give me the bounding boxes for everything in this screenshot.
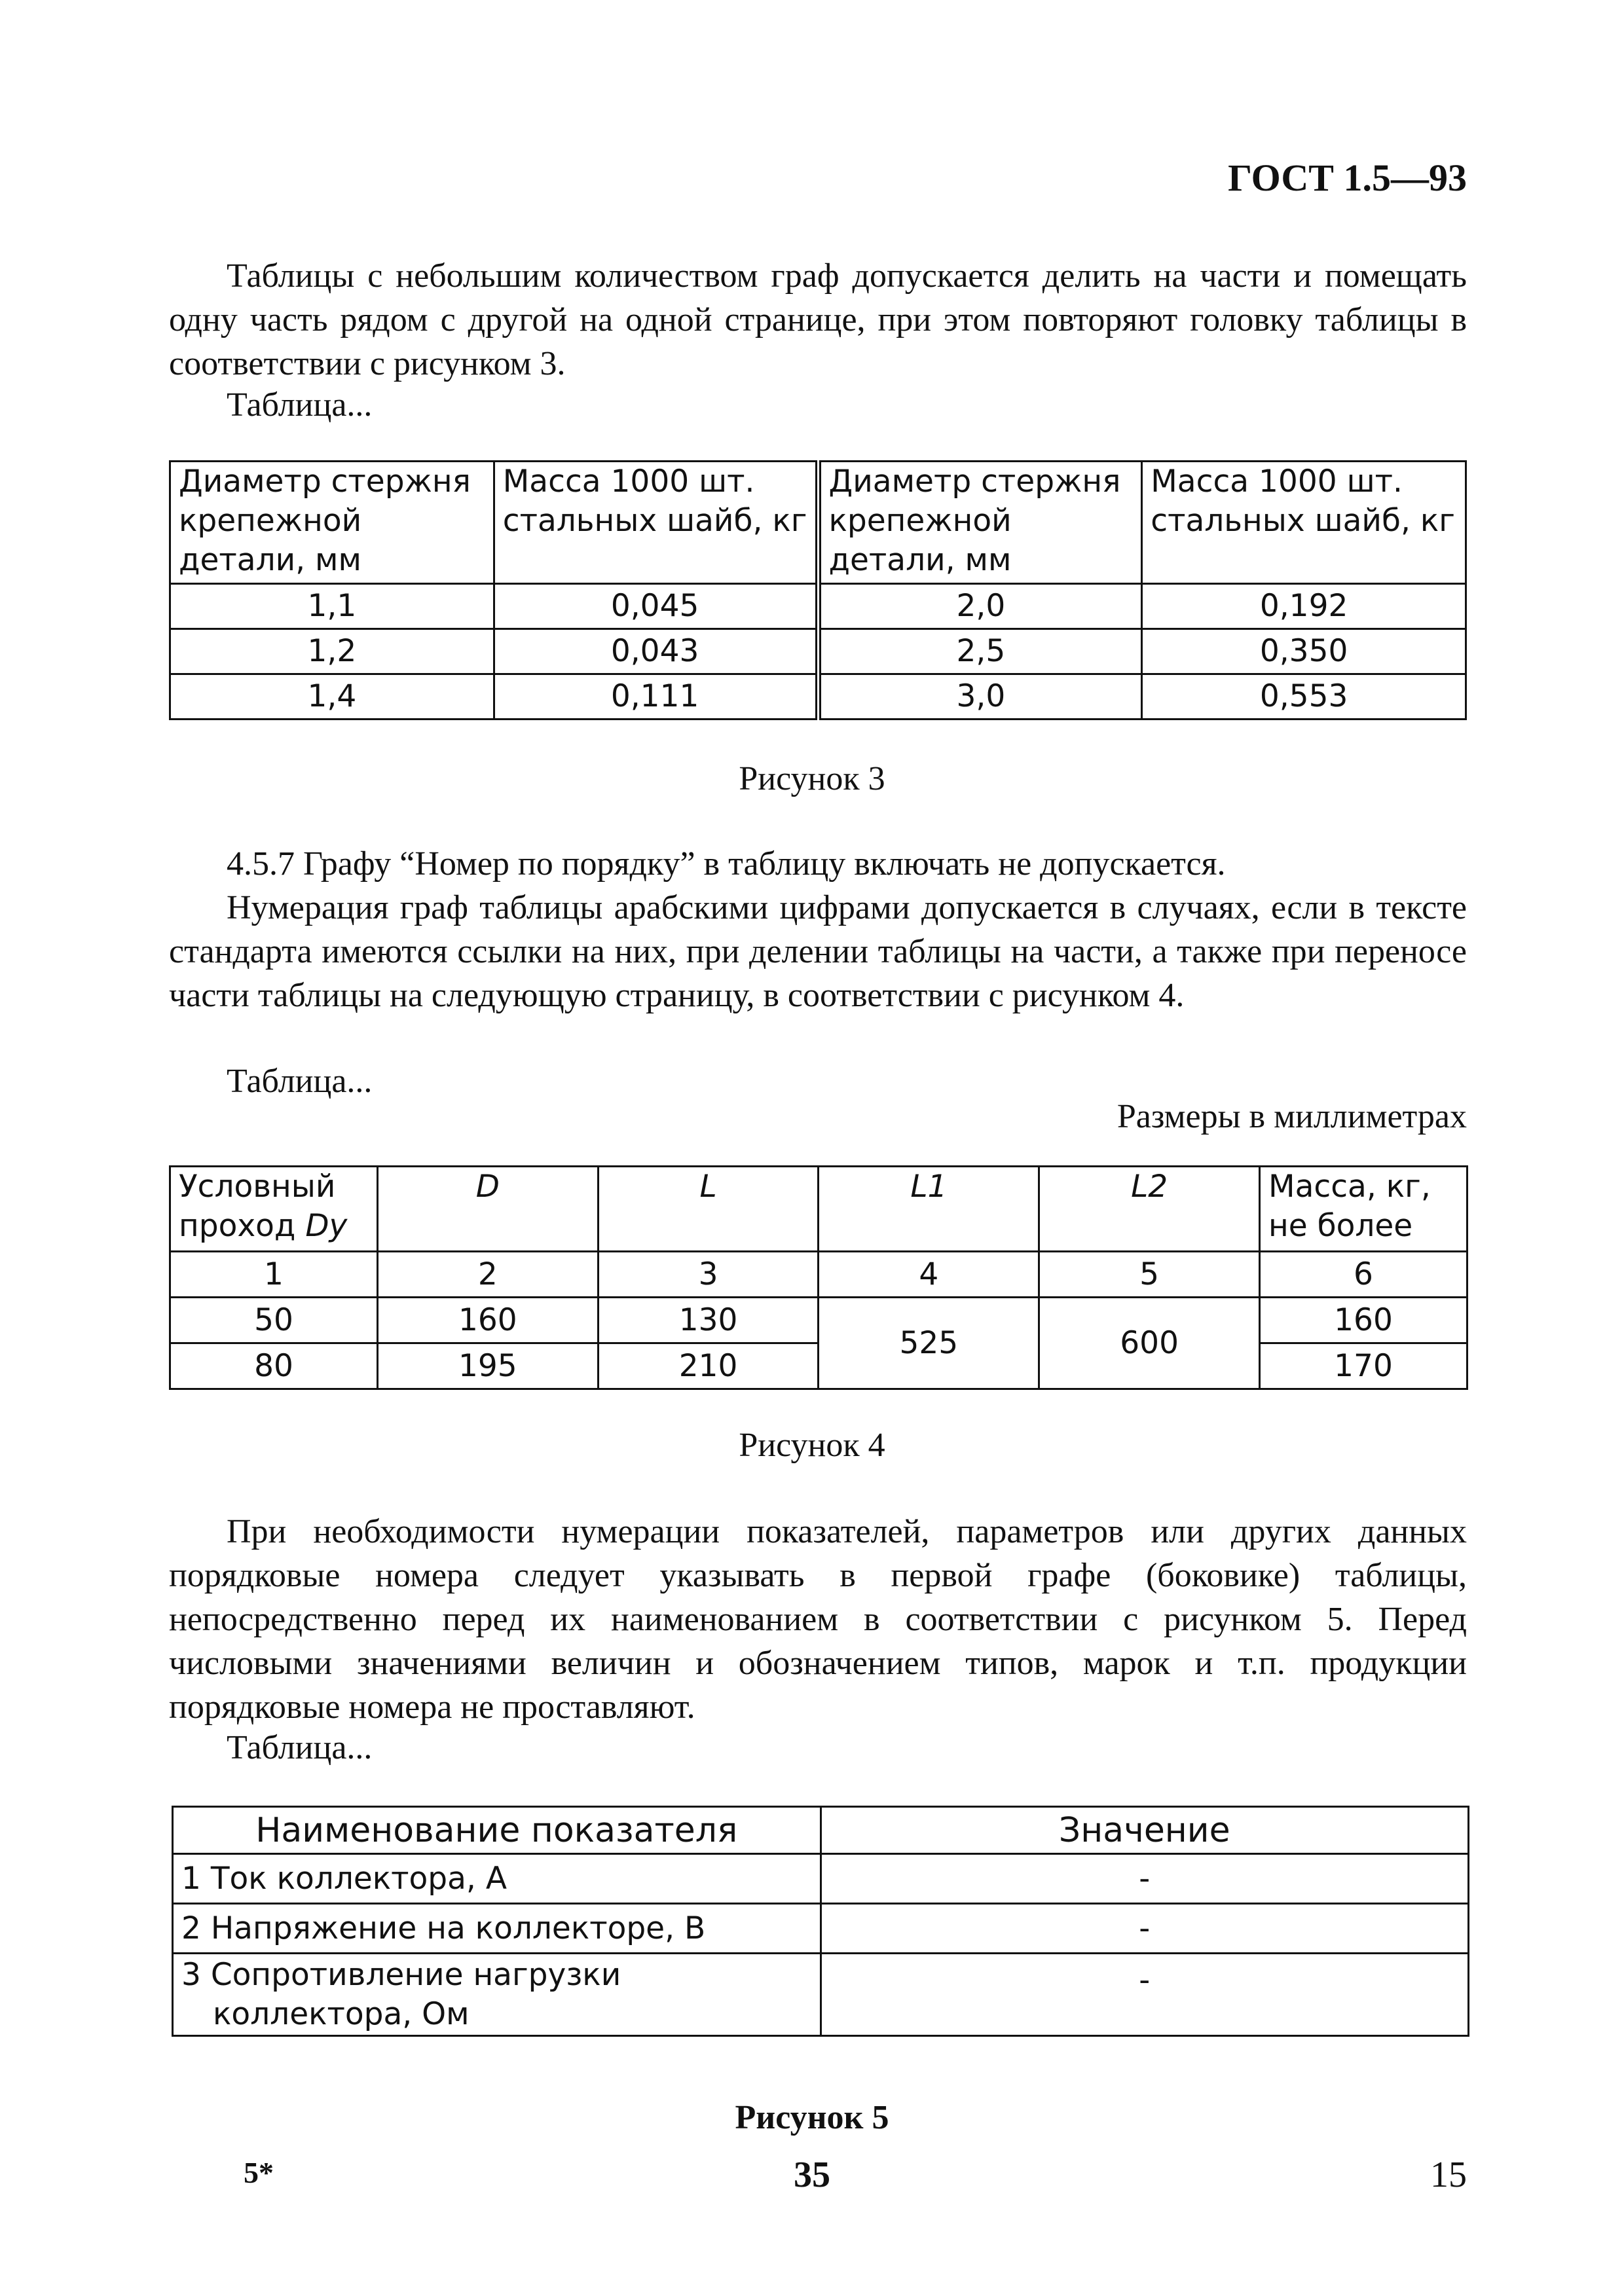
page-number-center: 35: [794, 2155, 830, 2195]
table-row: [170, 584, 1466, 629]
table-cell: 0,192: [1142, 584, 1466, 629]
table-label: Таблица...: [227, 386, 373, 424]
table-cell: 0,553: [1142, 674, 1466, 720]
table-row: [173, 1904, 1469, 1954]
table-header-cell: Значение: [821, 1807, 1469, 1854]
table-header-cell: L: [598, 1167, 819, 1252]
table-cell: 80: [170, 1343, 378, 1389]
table-header-cell: Масса 1000 шт. стальных шайб, кг: [494, 462, 818, 584]
table-row: [173, 1854, 1469, 1904]
table-header-cell: Диаметр стержня крепежной детали, мм: [170, 462, 494, 584]
document-header: ГОСТ 1.5—93: [1228, 156, 1467, 199]
table-cell: 1 Ток коллектора, А: [173, 1854, 821, 1904]
table-cell: 130: [598, 1298, 819, 1343]
table-row: [170, 1252, 1467, 1298]
table-row: [170, 629, 1466, 674]
table-cell: -: [821, 1904, 1469, 1954]
footer-signature-mark: 5*: [244, 2156, 274, 2189]
figure-caption: Рисунок 5: [735, 2099, 889, 2136]
table-cell: 170: [1260, 1343, 1467, 1389]
column-number: 1: [170, 1252, 378, 1298]
table-cell: 3 Сопротивление нагрузки коллектора, Ом: [173, 1954, 821, 2036]
paragraph-column-numbering: Нумерация граф таблицы арабскими цифрами допускается в случаях, если в тексте стандарта имеются ссылки на них, при делении таблицы на части, а также при переносе части таблицы на следующую страницу, в соответствии с рисунком 4.: [169, 889, 1467, 1014]
figure-caption: Рисунок 4: [739, 1427, 885, 1464]
column-number: 2: [377, 1252, 598, 1298]
units-note: Размеры в миллиметрах: [1116, 1098, 1467, 1135]
table-dimensions: [169, 1165, 1468, 1390]
table-cell: 1,1: [170, 584, 494, 629]
paragraph-row-numbering: При необходимости нумерации показателей, параметров или других данных порядковые номера следует указывать в первой графе (боковике) таблицы, непосредственно перед их наименованием в соответствии с рисунком 5. Перед числовыми значениями величин и обозначением типов, марок и т.п. продукции порядковые номера не проставляют.: [169, 1513, 1467, 1726]
paragraph-numbering-rule: 4.5.7 Графу “Номер по порядку” в таблицу включать не допускается.: [227, 845, 1226, 883]
table-header-cell: Условный проход Dy: [170, 1167, 378, 1252]
table-header-cell: L2: [1039, 1167, 1260, 1252]
paragraph-tables-split: Таблицы с небольшим количеством граф допускается делить на части и помещать одну часть рядом с другой на одной странице, при этом повторяют головку таблицы в соответствии с рисунком 3.: [169, 257, 1467, 382]
table-cell: 0,111: [494, 674, 818, 720]
table-header-cell: D: [377, 1167, 598, 1252]
table-cell: -: [821, 1954, 1469, 2036]
table-label: Таблица...: [227, 1063, 373, 1100]
table-header-cell: Диаметр стержня крепежной детали, мм: [818, 462, 1142, 584]
table-cell: -: [821, 1854, 1469, 1904]
table-row: [173, 1954, 1469, 2036]
table-cell: 50: [170, 1298, 378, 1343]
table-cell: 2 Напряжение на коллекторе, В: [173, 1904, 821, 1954]
table-indicators: [172, 1806, 1469, 2037]
table-cell: 0,350: [1142, 629, 1466, 674]
table-cell: 195: [377, 1343, 598, 1389]
table-header-cell: Масса, кг, не более: [1260, 1167, 1467, 1252]
column-number: 6: [1260, 1252, 1467, 1298]
table-cell: 600: [1039, 1298, 1260, 1389]
column-number: 5: [1039, 1252, 1260, 1298]
table-cell: 160: [1260, 1298, 1467, 1343]
page-number-right: 15: [1430, 2155, 1467, 2195]
table-cell: 0,045: [494, 584, 818, 629]
table-row: [170, 1298, 1467, 1343]
table-cell: 160: [377, 1298, 598, 1343]
table-washers: [169, 460, 1467, 720]
table-cell: 2,0: [818, 584, 1142, 629]
table-header-cell: Наименование показателя: [173, 1807, 821, 1854]
table-cell: 0,043: [494, 629, 818, 674]
table-cell: 2,5: [818, 629, 1142, 674]
figure-caption: Рисунок 3: [739, 760, 885, 797]
table-cell: 1,2: [170, 629, 494, 674]
table-cell: 1,4: [170, 674, 494, 720]
table-cell: 210: [598, 1343, 819, 1389]
table-cell: 3,0: [818, 674, 1142, 720]
table-row: [170, 674, 1466, 720]
table-header-cell: L1: [819, 1167, 1039, 1252]
table-header-cell: Масса 1000 шт. стальных шайб, кг: [1142, 462, 1466, 584]
column-number: 4: [819, 1252, 1039, 1298]
table-cell: 525: [819, 1298, 1039, 1389]
table-label: Таблица...: [227, 1729, 373, 1766]
column-number: 3: [598, 1252, 819, 1298]
